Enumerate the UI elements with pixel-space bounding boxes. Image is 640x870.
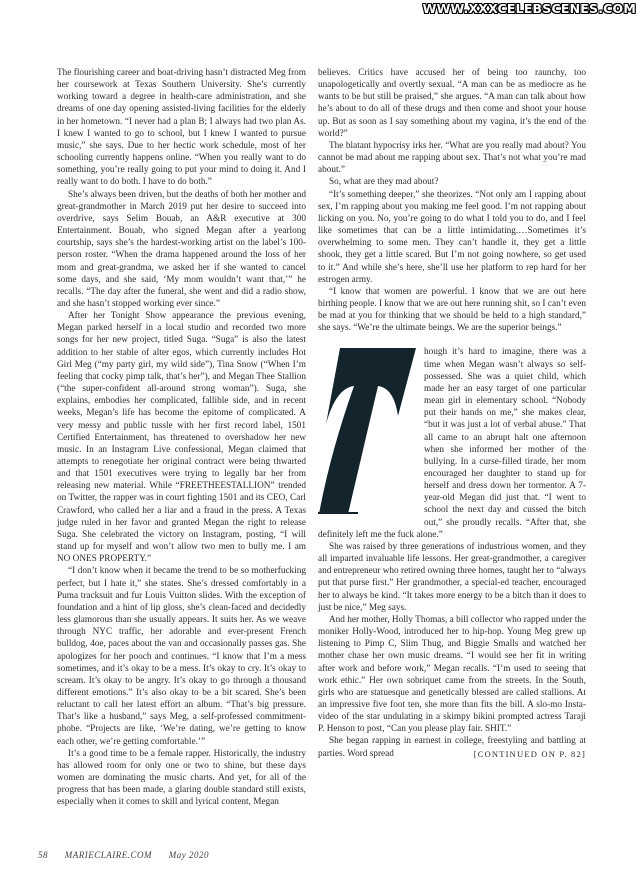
paragraph: “It’s something deeper,” she theorizes. “Not only am I rapping about sex, I’m rapping about you making me feel good. I’m not rapping about licking on you. No, you’re going to do what I told you to do, and I feel like sometimes that can be a little intimidating.…Sometimes it’s overwhelming to some men. They can’t handle it, they get a little shook, they get a little scared. But I’m not going nowhere, so get used to it.” And while she’s here, she’ll use her platform to rep hard for her estrogen army. <box>318 189 586 285</box>
page-number: 58 <box>38 850 48 860</box>
watermark: WWW.XXXCELEBSCENES.COM <box>422 1 636 16</box>
continued-label: [CONTINUED ON P. 82] <box>473 748 586 759</box>
paragraph: She was raised by three generations of industrious women, and they all imparted invaluable life lessons. Her great-grandmother, a caregiver and entrepreneur who retired owning three homes, taught her to “always put that purse first.” Her grandmother, a special-ed teacher, encouraged her to always be kind. “It takes more energy to be a bitch than it does to just be nice,” Meg says. <box>318 541 586 613</box>
paragraph: And her mother, Holly Thomas, a bill collector who rapped under the moniker Holly-Wood, introduced her to hip-hop. Young Meg grew up listening to Pimp C, Slim Thug, and Biggie Smalls and watched her mother chase her own music dreams. “I would see her fit in writing after work and before work,” Megan recalls. “I’m used to seeing that work ethic.” Her own sobriquet came from the streets. In the South, girls who are statuesque and genetically blessed are called stallions. At an impressive five foot ten, she more than fits the bill. A slo-mo Insta-video of the star undulating in a skimpy bikini prompted actress Taraji P. Henson to post, “Can you please play fair. SHIT.” <box>318 614 586 735</box>
paragraph: So, what are they mad about? <box>329 177 439 188</box>
dropcap-t <box>318 346 418 518</box>
paragraph: She’s always been driven, but the deaths of both her mother and great-grandmother in March 2019 put her desire to succeed into overdrive, says Selim Bouab, an A&R executive at 300 Entertainment. Bouab, who signed Megan after a yearlong courtship, says she’s the hardest-working artist on the label’s 100-person roster. “When the drama happened around the loss of her mom and great-grandma, we asked her if she wanted to cancel some days, and she said, ‘My mom wouldn’t want that,’” he recalls. “The day after the funeral, she went and did a radio show, and she hasn’t stopped working ever since.” <box>57 189 306 309</box>
paragraph-last <box>318 735 586 759</box>
paragraph: believes. Critics have accused her of being too raunchy, too unapologetically and overtly sexual. “A man can be as mediocre as he wants to be but still be praised,” she argues. “A man can talk about how he’s about to do all of these drugs and then come and shoot your house up. But as soon as I say something about my vagina, it’s the end of the world?” <box>318 68 586 139</box>
left-column <box>57 67 306 809</box>
right-column <box>318 67 586 760</box>
paragraph-text: She began rapping in earnest in college, freestyling and battling at parties. Word spread <box>318 736 586 759</box>
page-footer <box>38 850 223 860</box>
site-name: MARIECLAIRE.COM <box>64 850 152 860</box>
paragraph: “I don’t know when it became the trend to be so motherfucking perfect, but I hate it,” she states. She’s dressed comfortably in a Puma tracksuit and fur Louis Vuitton slides. With the exception of foundation and a hint of lip gloss, she’s clean-faced and decidedly less glamorous than she usually appears. It suits her. As we weave through NYC traffic, her adorable and ever-present French bulldog, 4oe, paces about the van and occasionally passes gas. She apologizes for her pooch and continues. “I know that I’m a mess sometimes, and it’s okay to be a mess. It’s okay to cry. It’s okay to scream. It’s okay to be angry. It’s okay to go through a thousand different emotions.” It’s also okay to be a bit scared. She’s been reluctant to call her latest effort an album. “That’s big pressure. That’s like a husband,” says Meg, a self-professed commitment-phobe. “Projects are like, ‘We’re dating, we’re getting to know each other, we’re getting comfortable.’” <box>57 566 306 747</box>
paragraph: “I know that women are powerful. I know that we are out here birthing people. I know that we are out here running shit, so I can’t even be mad at you for thinking that we should be held to a high standard,” she says. “We’re the ultimate beings. We are the superior beings.” <box>318 286 586 334</box>
paragraph: hough it’s hard to imagine, there was a time when Megan wasn’t always so self-possessed. She was a quiet child, which made her an easy target of one particular mean girl in elementary school. “Nobody put their hands on me,” she makes clear, “but it was just a lot of verbal abuse.” That all came to an abrupt halt one afternoon when she informed her mother of the bullying. In a curse-filled tirade, her mom encouraged her daughter to stand up for herself and dress down her tormentor. A 7-year-old Megan did just that. “I went to school the next day and cussed the bitch out,” she proudly recalls. “After that, she definitely left me the fuck alone.” <box>318 347 586 540</box>
paragraph: The blatant hypocrisy irks her. “What are you really mad about? You cannot be mad about me rapping about sex. That’s not what you’re mad about.” <box>318 140 586 176</box>
paragraph: The flourishing career and boat-driving hasn’t distracted Meg from her coursework at Texas Southern University. She’s currently working toward a degree in health-care administration, and she dreams of one day opening assisted-living facilities for the elderly in her hometown. “I never had a plan B; I always had two plan As. I knew I wanted to go to school, but I knew I wanted to pursue music,” she says. Due to her hectic work schedule, most of her schooling currently happens online. “When you really want to do something, you’re really going to put your mind to doing it. And I really want to do both. I have to do both.” <box>57 68 306 188</box>
issue-date: May 2020 <box>168 850 209 860</box>
paragraph: After her Tonight Show appearance the previous evening, Megan parked herself in a local studio and recorded two more songs for her new project, titled Suga. “Suga” is also the latest addition to her stable of alter egos, which currently includes Hot Girl Meg (“my party girl, my wild side”), Tina Snow (“When I’m feeling that cocky pimp talk, that’s her”), and Megan Thee Stallion (“the super-confident all-around strong woman”). Suga, she explains, embodies her complicated, fallible side, and in recent weeks, Megan’s life has become the epitome of complicated. A very messy and public tussle with her first record label, 1501 Certified Entertainment, has threatened to overshadow her new music. In an Instagram Live confessional, Megan claimed that attempts to renegotiate her original contract were being thwarted and that 1501 executives were trying to legally bar her from releasing new material. While “FREETHEESTALLION” trended on Twitter, the rapper was in court fighting 1501 and its CEO, Carl Crawford, who called her a liar and a fraud in the press. A Texas judge ruled in her favor and granted Megan the right to release Suga. She celebrated the victory on Instagram, posting, “I will stand up for myself and won’t allow two men to bully me. I am NO ONES PROPERTY.” <box>57 311 306 565</box>
paragraph: It’s a good time to be a female rapper. Historically, the industry has allowed room for only one or two to shine, but these days women are dominating the music charts. And yet, for all of the progress that has been made, a glaring double standard still exists, especially when it comes to skill and lyrical content, Megan <box>57 748 306 808</box>
